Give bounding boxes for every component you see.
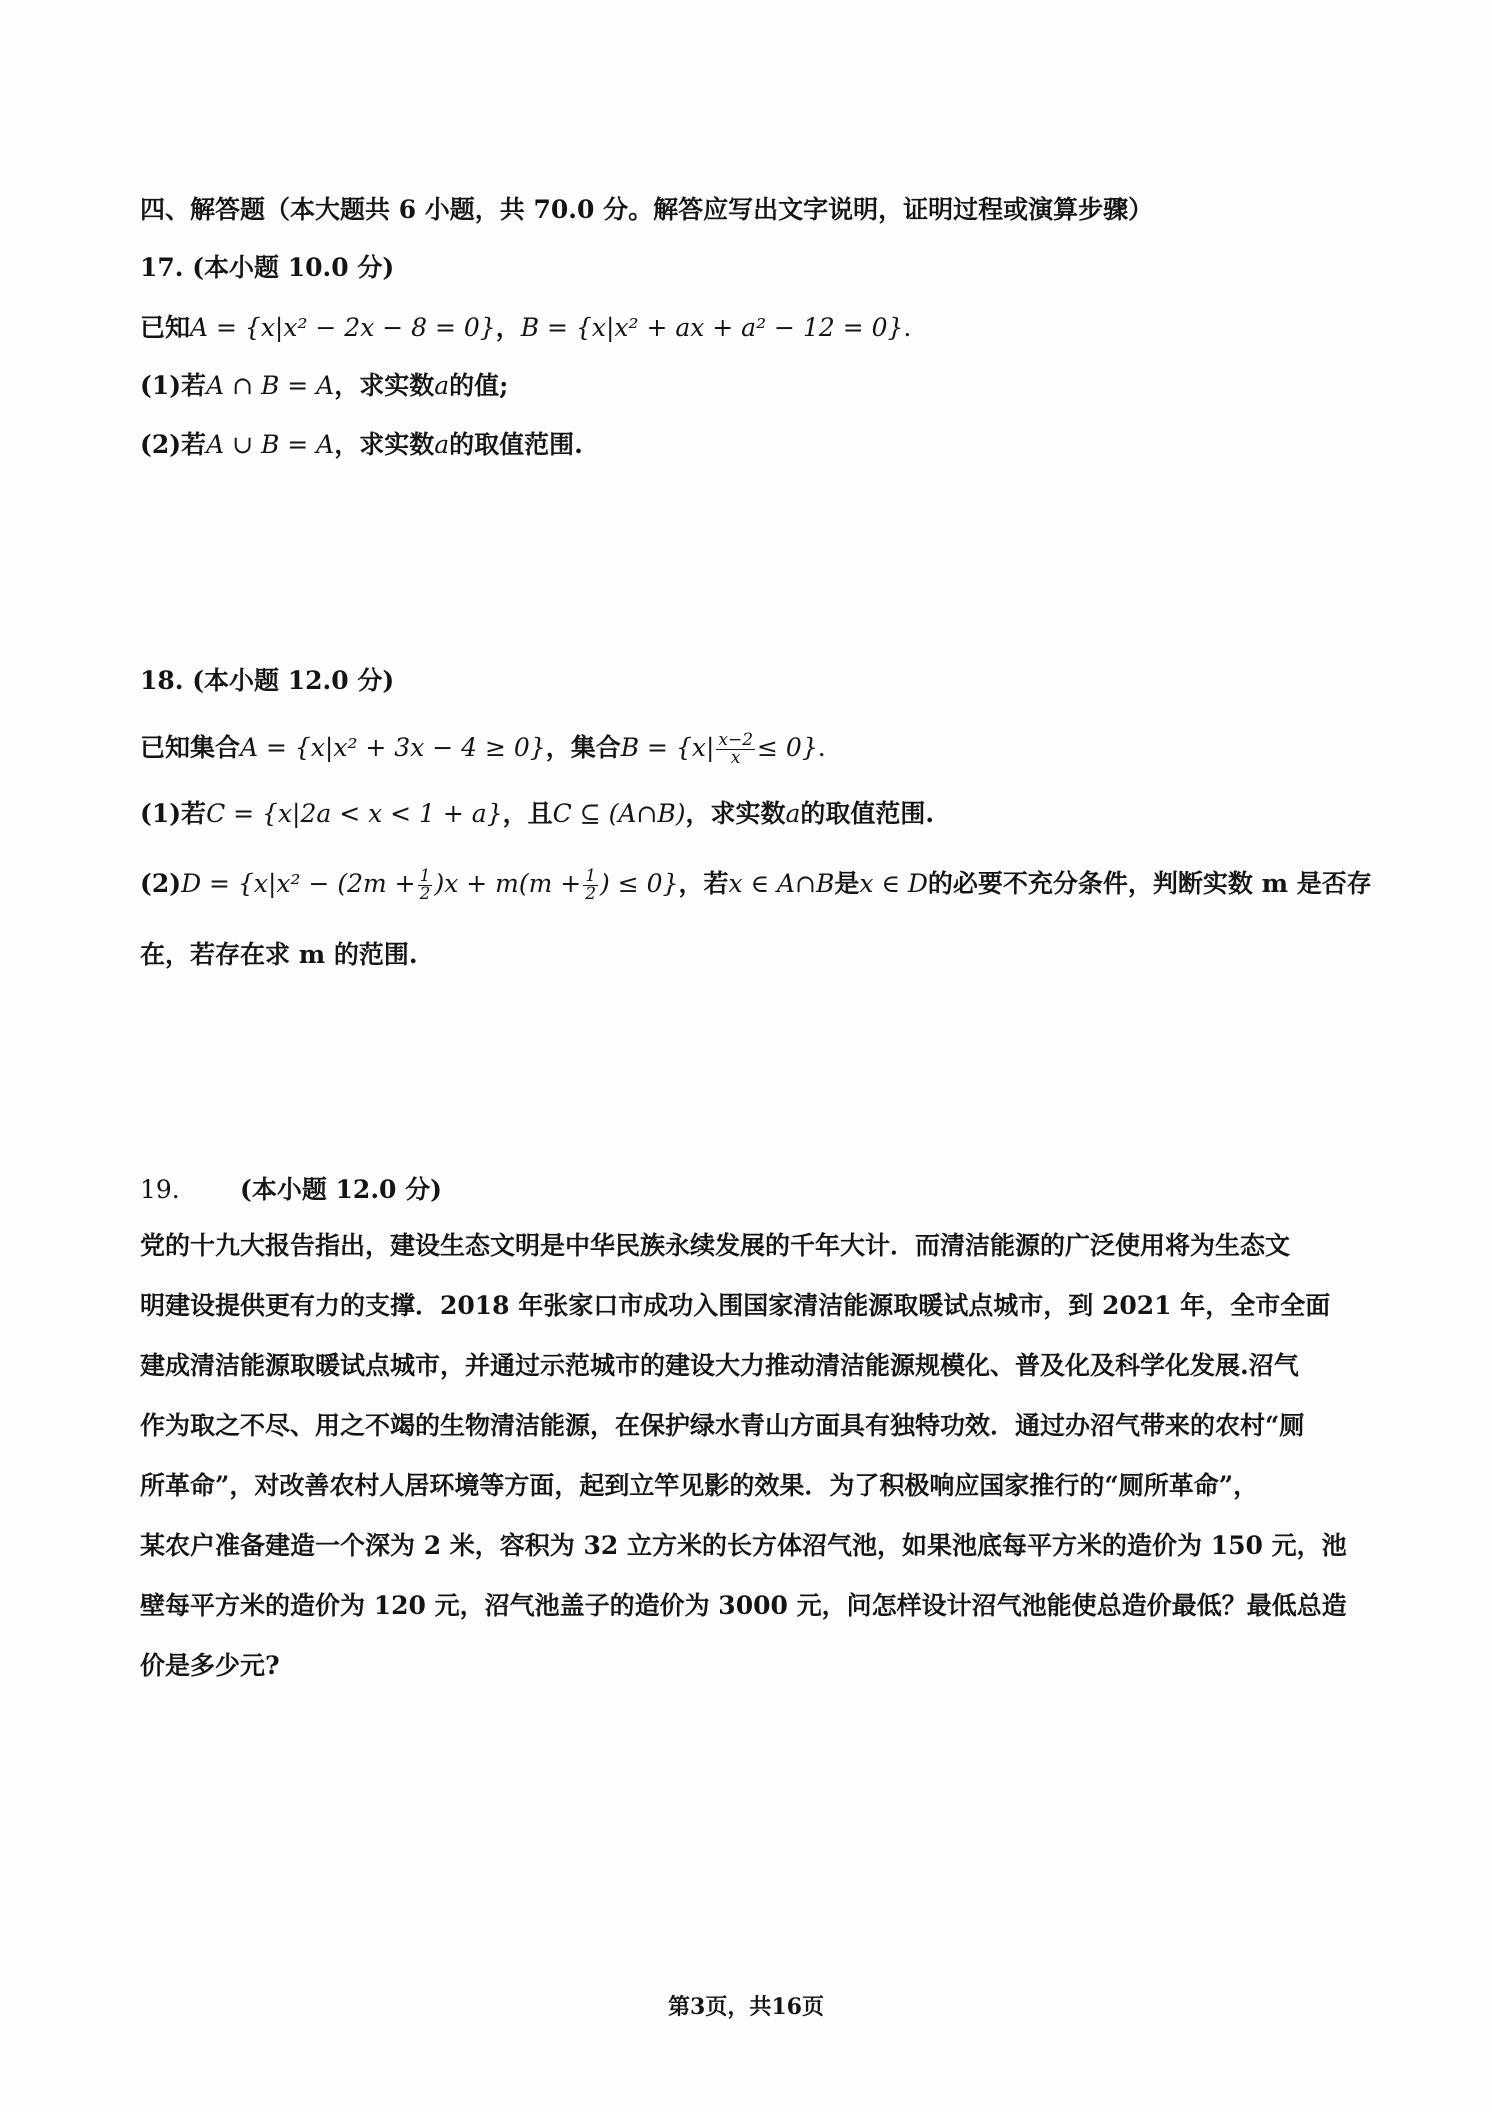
q18-part2-text2: 是 xyxy=(834,869,860,898)
q17-part1 xyxy=(140,368,1362,404)
q18-part2-text1: ，若 xyxy=(678,869,729,898)
q17-part1-prefix: (1)若 xyxy=(140,371,207,400)
q17-part2-end: 的取值范围. xyxy=(449,430,583,459)
q18-set-c: C = {x|2a < x < 1 + a} xyxy=(206,799,503,828)
q19-line-6: 某农户准备建造一个深为 2 米，容积为 32 立方米的长方体沼气池，如果池底每平方米的造价为 150 元，池 xyxy=(140,1531,1347,1560)
q17-part2-prefix: (2)若 xyxy=(140,430,207,459)
q19-header-line xyxy=(140,1172,1362,1208)
q17-part1-end: 的值; xyxy=(449,371,509,400)
q18-set-b-open: B = {x| xyxy=(620,733,715,762)
q17-stem xyxy=(140,310,1362,346)
q18-part1-cond: C ⊆ (A∩B) xyxy=(552,799,686,828)
q19-line-8: 价是多少元? xyxy=(140,1651,280,1680)
q18-set-b-denominator: x xyxy=(730,748,741,768)
q18-set-b-close: ≤ 0} xyxy=(757,733,818,762)
q18-part1 xyxy=(140,796,1362,832)
q17-stem-end: . xyxy=(903,313,912,342)
q19-line-3: 建成清洁能源取暖试点城市，并通过示范城市的建设大力推动清洁能源规模化、普及化及科学化发展.沼气 xyxy=(140,1351,1299,1380)
q19-line-1: 党的十九大报告指出，建设生态文明是中华民族永续发展的千年大计．而清洁能源的广泛使用将为生态文 xyxy=(140,1231,1291,1260)
q18-half-numerator-1: 1 xyxy=(419,866,431,886)
q18-half-denominator-2: 2 xyxy=(585,884,597,904)
q18-part1-mid: ，且 xyxy=(502,799,553,828)
q18-set-d-close: ) ≤ 0} xyxy=(600,869,679,898)
q18-set-d-open: D = {x|x² − (2m + xyxy=(181,869,416,898)
q18-set-b-fraction xyxy=(716,732,755,767)
q18-header: 18. (本小题 12.0 分) xyxy=(140,666,395,695)
q19-line-4: 作为取之不尽、用之不竭的生物清洁能源，在保护绿水青山方面具有独特功效．通过办沼气带来的农村“厕 xyxy=(140,1411,1305,1440)
q18-half-fraction-2 xyxy=(583,868,598,903)
section-title: 四、解答题（本大题共 6 小题，共 70.0 分。解答应写出文字说明，证明过程或演算步骤） xyxy=(140,195,1154,224)
q18-stem xyxy=(140,730,1362,767)
q19-line-5: 所革命”，对改善农村人居环境等方面，起到立竿见影的效果．为了积极响应国家推行的“厕所革命”， xyxy=(140,1471,1259,1500)
q19-number: 19. xyxy=(140,1175,180,1204)
q18-half-denominator-1: 2 xyxy=(419,884,431,904)
q18-mid: ，集合 xyxy=(545,733,621,762)
q17-part1-cond: A ∩ B = A xyxy=(206,371,335,400)
q18-part1-end: 的取值范围. xyxy=(800,799,935,828)
q17-part2 xyxy=(140,427,1362,463)
q19-header: (本小题 12.0 分) xyxy=(240,1175,442,1204)
q19-line-7: 壁每平方米的造价为 120 元，沼气池盖子的造价为 3000 元，问怎样设计沼气池能使总造价最低？最低总造 xyxy=(140,1591,1347,1620)
q18-set-b-numerator: x−2 xyxy=(718,730,754,750)
q18-part2-text3: 的必要不充分条件，判断实数 m 是否存 xyxy=(927,869,1372,898)
q17-part2-cond: A ∪ B = A xyxy=(206,430,335,459)
q18-half-fraction-1 xyxy=(418,868,433,903)
q18-part2-cond2: x ∈ D xyxy=(859,869,928,898)
q17-part1-text: ，求实数 xyxy=(334,371,435,400)
q18-part1-text: ，求实数 xyxy=(685,799,786,828)
q17-part2-text: ，求实数 xyxy=(334,430,435,459)
q17-header: 17. (本小题 10.0 分) xyxy=(140,253,395,282)
q18-stem-prefix: 已知集合 xyxy=(140,733,241,762)
q18-part2-line2: 在，若存在求 m 的范围. xyxy=(140,940,418,969)
q17-stem-prefix: 已知 xyxy=(140,313,191,342)
q18-half-numerator-2: 1 xyxy=(585,866,597,886)
q19-line-2: 明建设提供更有力的支撑．2018 年张家口市成功入围国家清洁能源取暖试点城市，到 2021 年，全市全面 xyxy=(140,1291,1331,1320)
q18-part1-prefix: (1)若 xyxy=(140,799,207,828)
q18-part2 xyxy=(140,866,1372,904)
q18-set-a: A = {x|x² + 3x − 4 ≥ 0} xyxy=(240,733,546,762)
q17-set-a: A = {x|x² − 2x − 8 = 0} xyxy=(190,313,496,342)
q18-part1-var: a xyxy=(785,799,801,828)
q18-stem-end: . xyxy=(817,733,826,762)
q17-sep: ， xyxy=(495,313,521,342)
q18-set-d-mid: )x + m(m + xyxy=(434,869,582,898)
q18-part2-cond1: x ∈ A∩B xyxy=(728,869,835,898)
q18-part2-prefix: (2) xyxy=(140,869,182,898)
q17-part2-var: a xyxy=(434,430,450,459)
page-number-footer: 第3页，共16页 xyxy=(668,1994,824,2020)
q17-set-b: B = {x|x² + ax + a² − 12 = 0} xyxy=(520,313,904,342)
q17-part1-var: a xyxy=(434,371,450,400)
